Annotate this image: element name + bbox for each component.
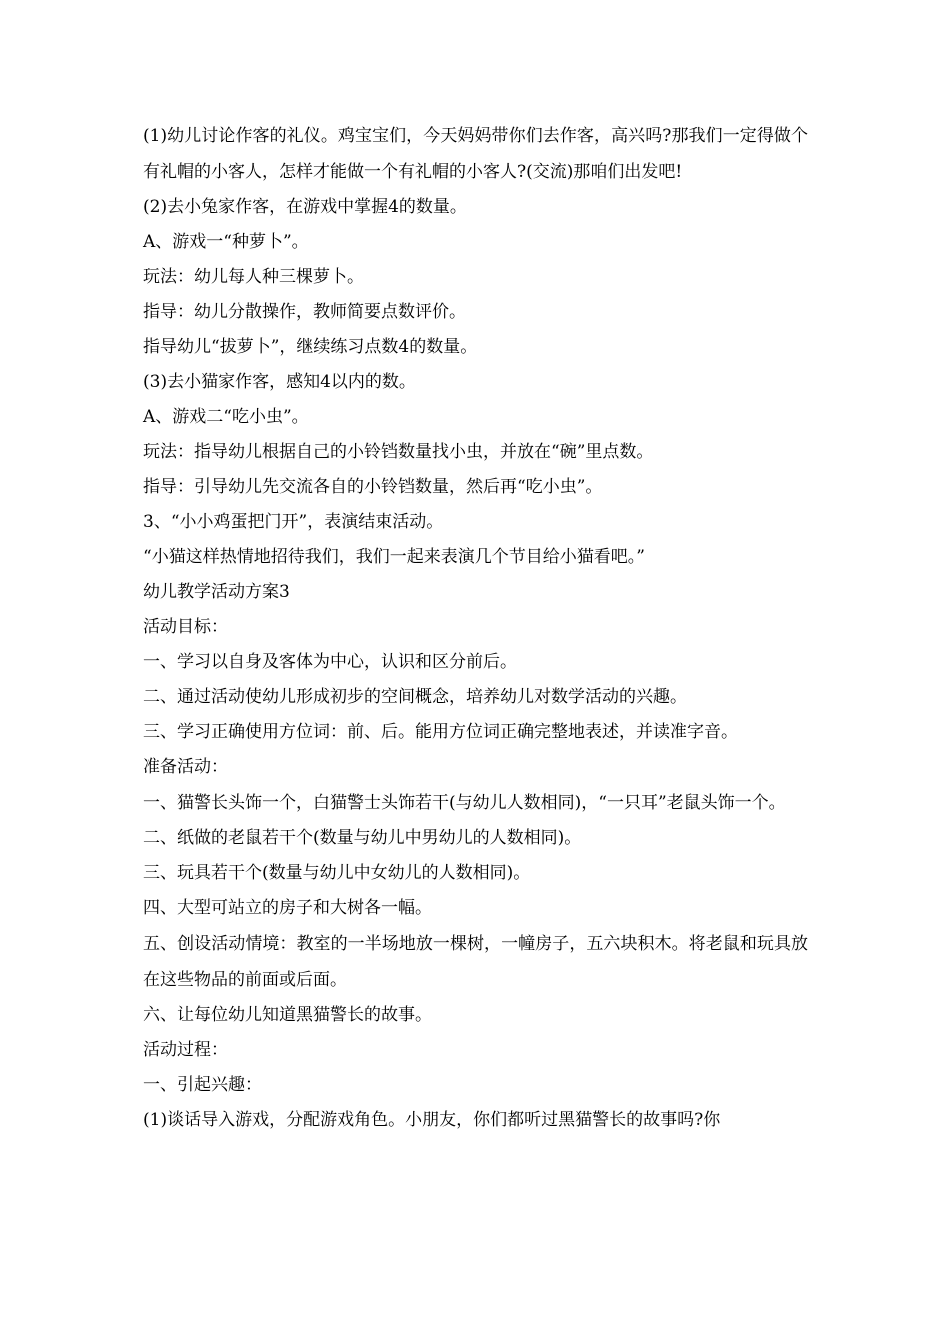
preparation-4: 四、大型可站立的房子和大树各一幅。 <box>143 898 432 918</box>
paragraph-quote: “小猫这样热情地招待我们，我们一起来表演几个节目给小猫看吧。” <box>143 547 645 567</box>
paragraph-rabbit-visit: (2)去小兔家作客，在游戏中掌握4的数量。 <box>143 197 467 217</box>
paragraph-guidance-2: 指导幼儿“拔萝卜”，继续练习点数4的数量。 <box>143 337 478 357</box>
paragraph-guidance-3: 指导：引导幼儿先交流各自的小铃铛数量，然后再“吃小虫”。 <box>143 477 603 497</box>
objective-2: 二、通过活动使幼儿形成初步的空间概念，培养幼儿对数学活动的兴趣。 <box>143 687 687 707</box>
heading-preparation: 准备活动： <box>143 757 228 777</box>
paragraph-ending: 3、“小小鸡蛋把门开”，表演结束活动。 <box>143 512 444 532</box>
document-body <box>143 118 808 1138</box>
paragraph-guidance-1: 指导：幼儿分散操作，教师简要点数评价。 <box>143 302 466 322</box>
paragraph-game-one: A、游戏一“种萝卜”。 <box>143 232 309 252</box>
process-step-1-detail: (1)谈话导入游戏，分配游戏角色。小朋友，你们都听过黑猫警长的故事吗?你 <box>143 1110 721 1130</box>
heading-process: 活动过程： <box>143 1040 228 1060</box>
preparation-1: 一、猫警长头饰一个，白猫警士头饰若干(与幼儿人数相同)，“一只耳”老鼠头饰一个。 <box>143 793 786 813</box>
preparation-3: 三、玩具若干个(数量与幼儿中女幼儿的人数相同)。 <box>143 863 531 883</box>
heading-objectives: 活动目标： <box>143 617 228 637</box>
paragraph-play-method-2: 玩法：指导幼儿根据自己的小铃铛数量找小虫，并放在“碗”里点数。 <box>143 442 654 462</box>
objective-1: 一、学习以自身及客体为中心，认识和区分前后。 <box>143 652 517 672</box>
process-step-1: 一、引起兴趣： <box>143 1075 262 1095</box>
preparation-2: 二、纸做的老鼠若干个(数量与幼儿中男幼儿的人数相同)。 <box>143 828 582 848</box>
preparation-5: 五、创设活动情境：教室的一半场地放一棵树，一幢房子，五六块积木。将老鼠和玩具放在这些物品的前面或后面。 <box>143 934 808 990</box>
paragraph-game-two: A、游戏二“吃小虫”。 <box>143 407 309 427</box>
preparation-6: 六、让每位幼儿知道黑猫警长的故事。 <box>143 1005 432 1025</box>
paragraph-etiquette: (1)幼儿讨论作客的礼仪。鸡宝宝们，今天妈妈带你们去作客，高兴吗?那我们一定得做个有礼帽的小客人，怎样才能做一个有礼帽的小客人?(交流)那咱们出发吧! <box>143 126 808 182</box>
objective-3: 三、学习正确使用方位词：前、后。能用方位词正确完整地表述，并读准字音。 <box>143 722 738 742</box>
paragraph-play-method-1: 玩法：幼儿每人种三棵萝卜。 <box>143 267 364 287</box>
section-title-plan-3: 幼儿教学活动方案3 <box>143 582 290 602</box>
paragraph-cat-visit: (3)去小猫家作客，感知4以内的数。 <box>143 372 416 392</box>
